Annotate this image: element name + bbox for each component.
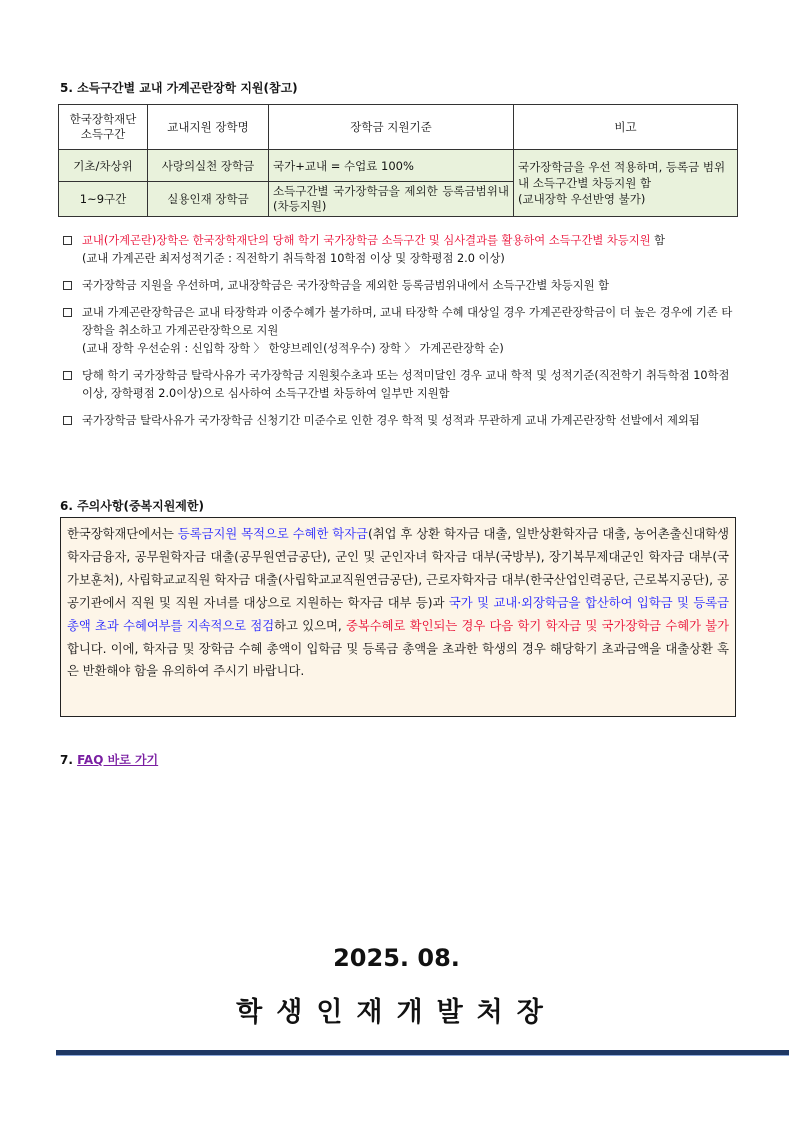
section-5-title: 5. 소득구간별 교내 가계곤란장학 지원(참고) xyxy=(60,81,298,95)
note-highlight: 교내(가계곤란)장학은 한국장학재단의 당해 학기 국가장학금 소득구간 및 심사결과를 활용하여 소득구간별 차등지원 xyxy=(82,234,651,247)
issuing-office: 학생인재개발처장 xyxy=(236,997,557,1028)
notice-highlight-blue: 등록금지원 목적으로 수혜한 학자금 xyxy=(177,527,368,541)
criteria-cell: 소득구간별 국가장학금을 제외한 등록금범위내(차등지원) xyxy=(269,182,514,217)
footer-divider xyxy=(56,1050,789,1056)
section-7-title xyxy=(60,751,158,768)
income-bracket-cell: 1~9구간 xyxy=(59,182,148,217)
income-bracket-cell: 기초/차상위 xyxy=(59,150,148,182)
list-item xyxy=(60,412,740,430)
note-text: 국가장학금 지원을 우선하며, 교내장학금은 국가장학금을 제외한 등록금범위내에서 소득구간별 차등지원 함 xyxy=(82,279,609,292)
table-row xyxy=(59,150,738,182)
header-scholarship-name: 교내지원 장학명 xyxy=(148,105,269,150)
checkbox-bullet-icon xyxy=(63,416,72,425)
scholarship-name-cell: 사랑의실천 장학금 xyxy=(148,150,269,182)
notice-text: 한국장학재단에서는 xyxy=(67,527,178,541)
notice-text: 하고 있으며, xyxy=(274,618,347,633)
note-text: 국가장학금 탈락사유가 국가장학금 신청기간 미준수로 인한 경우 학적 및 성적과 무관하게 교내 가계곤란장학 선발에서 제외됨 xyxy=(82,414,700,427)
notice-highlight-blue: 국가 및 교내·외장학금을 합산하여 입학금 및 등록금 총액 초과 수혜여부를 지속적으로 점검 xyxy=(67,595,729,633)
scholarship-name-cell: 실용인재 장학금 xyxy=(148,182,269,217)
remark-cell: 국가장학금을 우선 적용하며, 등록금 범위내 소득구간별 차등지원 함 (교내장학 우선반영 불가) xyxy=(514,150,738,217)
list-item xyxy=(60,304,740,358)
section-7-number: 7. xyxy=(60,753,78,767)
note-text: 함 (교내 가계곤란 최저성적기준 : 직전학기 취득학점 10학점 이상 및 장학평점 2.0 이상) xyxy=(82,234,666,265)
document-date: 2025. 08. xyxy=(333,944,460,972)
notice-highlight-red: 중복수혜로 확인되는 경우 다음 학기 학자금 및 국가장학금 수혜가 불가 xyxy=(346,618,729,633)
list-item xyxy=(60,277,740,295)
notice-text: 합니다. 이에, 학자금 및 장학금 수혜 총액이 입학금 및 등록금 총액을 초과한 학생의 경우 해당학기 초과금액을 대출상환 혹은 반환해야 함을 유의하여 주시기 바랍니다. xyxy=(67,641,729,679)
criteria-cell: 국가+교내 = 수업료 100% xyxy=(269,150,514,182)
table-header-row xyxy=(59,105,738,150)
header-support-criteria: 장학금 지원기준 xyxy=(269,105,514,150)
faq-link[interactable]: FAQ 바로 가기 xyxy=(77,753,159,767)
checkbox-bullet-icon xyxy=(63,281,72,290)
note-text: 교내 가계곤란장학금은 교내 타장학과 이중수혜가 불가하며, 교내 타장학 수혜 대상일 경우 가계곤란장학금이 더 높은 경우에 기존 타장학을 취소하고 가계곤란장학으로 지원 (교내 장학 우선순위 : 신입학 장학 〉 한양브레인(성적우수) 장학 〉 가계곤란장학 순) xyxy=(82,306,733,355)
income-support-table xyxy=(58,104,738,217)
note-text: 당해 학기 국가장학금 탈락사유가 국가장학금 지원횟수초과 또는 성적미달인 경우 교내 학적 및 성적기준(직전학기 취득학점 10학점 이상, 장학평점 2.0이상)으로 심사하여 소득구간별 차등하여 일부만 지원함 xyxy=(82,369,730,400)
list-item xyxy=(60,232,740,268)
section-6-title: 6. 주의사항(중복지원제한) xyxy=(60,499,204,513)
header-income-bracket: 한국장학재단 소득구간 xyxy=(59,105,148,150)
section-5-notes xyxy=(60,232,740,439)
duplicate-support-notice xyxy=(60,517,736,717)
header-remark: 비고 xyxy=(514,105,738,150)
notice-text: (취업 후 상환 학자금 대출, 일반상환학자금 대출, 농어촌출신대학생학자금융자, 공무원학자금 대출(공무원연금공단), 군인 및 군인자녀 학자금 대부(국방부), 장기복무제대군인 학자금 대부(국가보훈처), 사립학교교직원 학자금 대출(사립학교교직원연금공단), 근로자학자금 대부(한국산업인력공단, 근로복지공단), 공공기관에서 직원 및 직원 자녀를 대상으로 지원하는 학자금 대부 등)과 xyxy=(67,527,729,610)
checkbox-bullet-icon xyxy=(63,371,72,380)
checkbox-bullet-icon xyxy=(63,236,72,245)
checkbox-bullet-icon xyxy=(63,308,72,317)
list-item xyxy=(60,367,740,403)
